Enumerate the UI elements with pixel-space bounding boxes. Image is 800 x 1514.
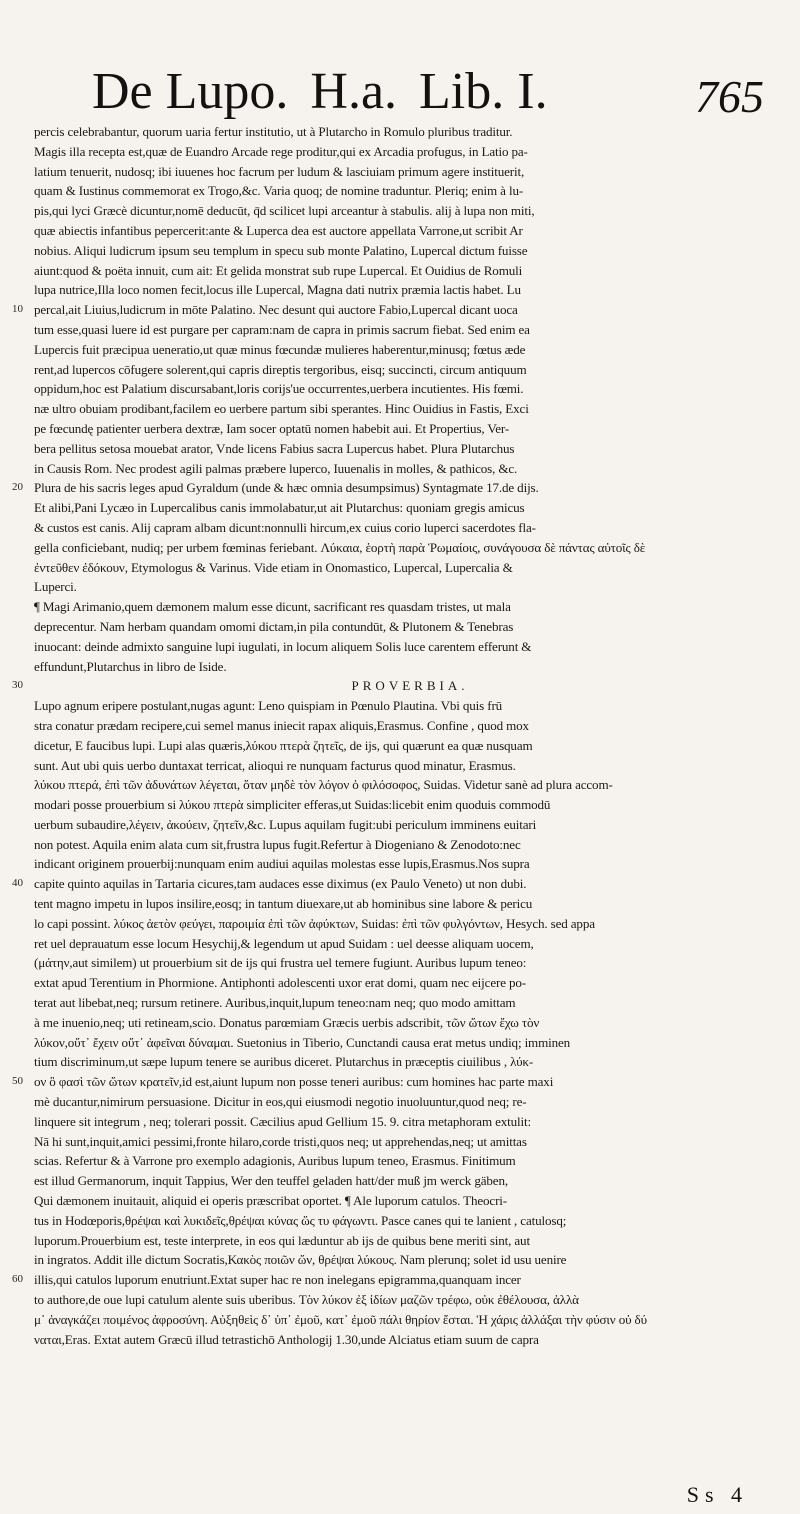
text-line: stra conatur prædam recipere,cui semel manus iniecit rapax aliquis,Erasmus. Confine , quod mox	[34, 717, 529, 733]
text-line: ναται,Eras. Extat autem Græcū illud tetrastichō Anthologij 1.30,unde Alciatus etiam suum de capra	[34, 1331, 539, 1347]
text-line: Plura de his sacris leges apud Gyraldum (unde & hæc omnia desumpsimus) Syntagmate 17.de dijs.	[34, 480, 539, 496]
text-line: nobius. Aliqui ludicrum ipsum seu templum in specu sub monte Palatino, Lupercal dictum fuisse	[34, 242, 528, 258]
book-number: Lib. I.	[419, 63, 548, 120]
text-line: tium discriminum,ut sæpe lupum tenere se auribus diceret. Plutarchus in præceptis ciuilibus , λύκ-	[34, 1054, 534, 1070]
text-line: dicetur, E faucibus lupi. Lupi alas quæris,λύκου πτερὰ ζητεῖς, de ijs, qui quærunt ea quæ nusquam	[34, 737, 533, 753]
text-line: PROVERBIA.	[351, 678, 469, 694]
margin-line-number: 10	[12, 303, 23, 316]
text-line: Magis illa recepta est,quæ de Euandro Arcade rege proditur,qui ex Arcadia profugus, in Latio pa-	[34, 143, 528, 159]
text-line: tum esse,quasi luere id est purgare per capram:nam de capra in primis sacrum fiebat. Sed enim ea	[34, 321, 530, 337]
text-line: tus in Hodœporis,θρέψαι καὶ λυκιδεῖς,θρέψαι κύνας ὥς τυ φάγωντι. Pasce canes qui te lanient , catulosq;	[34, 1212, 567, 1228]
text-line: & custos est canis. Alij capram albam dicunt:nonnulli hircum,ex cuius corio luperci sacerdotes fla-	[34, 519, 536, 535]
text-line: inuocant: deinde admixto sanguine lupi iugulati, in locum aliquem Solis luce carentem efferunt &	[34, 638, 532, 654]
text-line: μ᾿ ἀναγκάζει ποιμένος ἀφροσύνη. Αὐξηθεὶς δ᾿ ὑπ᾿ ἐμοῦ, κατ᾿ ἐμοῦ πάλι θηρίον ἔσται. Ἡ χάρις ἀλλάξαι τὴν φύσιν οὐ δύ	[34, 1311, 647, 1327]
running-head	[92, 63, 692, 120]
text-line: à me inuenio,neq; uti retineam,scio. Donatus parœmiam Græcis uerbis adscribit, τῶν ὤτων ἔχω τὸν	[34, 1014, 540, 1030]
margin-line-number: 30	[12, 679, 23, 692]
text-line: sunt. Aut ubi quis uerbo duntaxat terricat, alioqui re nunquam facturus quod minatur, Erasmus.	[34, 757, 516, 773]
signature-mark: Ss 4	[686, 1482, 748, 1507]
text-line: aiunt:quod & poëta innuit, cum ait: Et gelida monstrat sub rupe Lupercal. Et Ouidius de Romuli	[34, 262, 523, 278]
text-line: est illud Germanorum, inquit Tappius, Wer den teuffel geladen hatt/der muß jm werck gäben,	[34, 1173, 508, 1189]
text-line: ret uel deprauatum esse locum Hesychij,& legendum ut apud Suidam : uel deesse aliquam uocem,	[34, 935, 534, 951]
margin-line-number: 60	[12, 1273, 23, 1286]
text-line: percal,ait Liuius,ludicrum in mōte Palatino. Nec desunt qui auctore Fabio,Lupercal dicant uoca	[34, 302, 518, 318]
main-text-block	[12, 122, 786, 1349]
text-line: scias. Refertur & à Varrone pro exemplo adagionis, Auribus lupum teneo, Erasmus. Finitimum	[34, 1153, 516, 1169]
text-line: gella conficiebant, nudiq; per urbem fœminas feriebant. Λύκαια, ἑορτὴ παρὰ Ῥωμαίοις, συνάγουσα δὲ πάντας αὐτοῖς δὲ	[34, 539, 646, 555]
section-mark: H.a.	[310, 63, 398, 120]
text-line: terat aut libebat,neq; rursum retinere. Auribus,inquit,lupum teneo:nam neq; quo modo amittam	[34, 995, 516, 1011]
text-line: pe fœcundę patienter uerbera dextræ, Iam socer optatū nomen habebit aui. Et Propertius, Ver-	[34, 420, 510, 436]
text-line: effundunt,Plutarchus in libro de Iside.	[34, 658, 227, 674]
text-line: extat apud Terentium in Phormione. Antiphonti adolescenti uxor erat domi, quam nec eijcere po-	[34, 975, 526, 991]
page-number: 765	[695, 71, 764, 122]
text-line: ἐντεῦθεν ἐδόκουν, Etymologus & Varinus. Vide etiam in Onomastico, Lupercal, Lupercalia &	[34, 559, 513, 575]
text-line: Lupercis fuit præcipua ueneratio,ut quæ minus fœcundæ mulieres haberentur,minusq; fœtus æde	[34, 341, 526, 357]
text-line: pis,qui lyci Græcè dicuntur,nomē deducūt, q̄d scilicet lupi arceantur à stabulis. alij à lupa non miti,	[34, 203, 535, 219]
text-line: Lupo agnum eripere postulant,nugas agunt: Leno quispiam in Pœnulo Plautina. Vbi quis frū	[34, 698, 503, 714]
text-line: λύκον,οὔτ᾿ ἔχειν οὔτ᾿ ἀφεῖναι δύναμαι. Suetonius in Tiberio, Cunctandi causa erat metus undiq; imminen	[34, 1034, 571, 1050]
text-line: ον ὃ φασὶ τῶν ὤτων κρατεῖν,id est,aiunt lupum non posse teneri auribus: cum homines hac parte maxi	[34, 1074, 554, 1090]
text-line: bera pellitus setosa mouebat arator, Vnde licens Fabius sacra Lupercus habet. Plura Plutarchus	[34, 440, 515, 456]
text-line: quam & Iustinus commemorat ex Trogo,&c. Varia quoq; de nomine traduntur. Pleriq; enim à lu-	[34, 183, 524, 199]
text-line: to authore,de oue lupi catulum alente suis uberibus. Τὸν λύκον ἐξ ἰδίων μαζῶν τρέφω, οὐκ ἐθέλουσα, ἀλλὰ	[34, 1292, 579, 1308]
text-line: lo capi possint. λύκος ἀετὸν φεύγει, παροιμία ἐπὶ τῶν ἀφύκτων, Suidas: ἐπὶ τῶν φυλγόντων, Hesych. sed appa	[34, 915, 595, 931]
text-line: (μάτην,aut similem) ut prouerbium sit de ijs qui frustra uel temere fugiunt. Auribus lupum teneo:	[34, 955, 527, 971]
text-line: in Causis Rom. Nec prodest agili palmas præbere luperco, Iuuenalis in molles, & pathicos, &c.	[34, 460, 518, 476]
text-line: λύκου πτερά, ἐπὶ τῶν ἀδυνάτων λέγεται, ὅταν μηδὲ τὸν λόγον ὁ φιλόσοφος, Suidas. Videtur sanè ad plura accom-	[34, 777, 613, 793]
text-line: luporum.Prouerbium est, teste interprete, in eos qui læduntur ab ijs de quibus bene meriti sint, aut	[34, 1232, 530, 1248]
page-title: De Lupo.	[92, 63, 289, 120]
text-line: rent,ad lupercos cōfugere solerent,qui capris direptis tergoribus, eisq; succincti, circum antiquum	[34, 361, 527, 377]
text-line: latium tenuerit, nudosq; ibi iuuenes hoc facrum per ludum & lasciuiam primum agere instituerit,	[34, 163, 525, 179]
text-line: Nā hi sunt,inquit,amici pessimi,fronte hilaro,corde tristi,quos neq; ut apprehendas,neq; ut amittas	[34, 1133, 527, 1149]
text-line: linquere sit integrum , neq; tolerari possit. Cæcilius apud Gellium 15. 9. citra metaphoram extulit:	[34, 1113, 532, 1129]
text-line: lupa nutrice,Illa loco nomen fecit,locus ille Lupercal, Magna dati nutrix præmia lactis habet. Lu	[34, 282, 521, 298]
text-line: indicant originem prouerbij:nunquam enim audiui aquilas molestas esse lupis,Erasmus.Nos supra	[34, 856, 530, 872]
text-line: Luperci.	[34, 579, 77, 595]
text-line: in ingratos. Addit ille dictum Socratis,Κακὸς ποιῶν ὤν, θρέψαι λύκους. Nam plerunq; solet id usu uenire	[34, 1252, 567, 1268]
text-line: quæ abiectis infantibus pepercerit:ante & Luperca dea est auctore appellata Varrone,ut scribit Ar	[34, 222, 523, 238]
text-line: uerbum subaudire,λέγειν, ἀκούειν, ζητεῖν,&c. Lupus aquilam fugit:ubi periculum imminens euitari	[34, 816, 537, 832]
text-line: capite quinto aquilas in Tartaria cicures,tam audaces esse diximus (ex Paulo Veneto) ut non dubi.	[34, 876, 527, 892]
text-line: mè ducantur,nimirum persuasione. Dicitur in eos,qui eiusmodi negotio inuoluuntur,quod neq; re-	[34, 1094, 527, 1110]
text-line: næ ultro obuiam prodibant,facilem eo uerbere partum sibi sperantes. Hinc Ouidius in Fastis, Exci	[34, 401, 529, 417]
text-line: deprecentur. Nam herbam quandam omomi dictam,in pila contundūt, & Plutonem & Tenebras	[34, 618, 514, 634]
text-line: illis,qui catulos luporum enutriunt.Extat super hac re non inelegans epigramma,quanquam incer	[34, 1272, 521, 1288]
text-line: percis celebrabantur, quorum uaria fertur institutio, ut à Plutarcho in Romulo pluribus traditur.	[34, 124, 513, 139]
text-line: modari posse prouerbium si λύκου πτερὰ simpliciter efferas,ut Suidas:licebit enim quoduis commodū	[34, 797, 551, 813]
margin-line-number: 50	[12, 1075, 23, 1088]
text-line: ¶ Magi Arimanio,quem dæmonem malum esse dicunt, sacrificant res quasdam tristes, ut mala	[34, 599, 511, 615]
text-line: Qui dæmonem inuitauit, aliquid ei operis præscribat oportet. ¶ Ale luporum catulos. Theocri-	[34, 1193, 507, 1209]
margin-line-number: 40	[12, 877, 23, 890]
text-line: oppidum,hoc est Palatium discursabant,loris corijs'ue occurrentes,uerbera incutientes. His fœmi.	[34, 381, 524, 397]
margin-line-number: 20	[12, 481, 23, 494]
text-line: non potest. Aquila enim alata cum sit,frustra lupus fugit.Refertur à Diogeniano & Zenodoto:nec	[34, 836, 521, 852]
text-line: Et alibi,Pani Lycæo in Lupercalibus canis immolabatur,ut ait Plutarchus: quoniam gregis amicus	[34, 500, 525, 516]
text-line: tent magno impetu in lupos insilire,eosq; in tantum diuexare,ut ab hominibus sine labore & pericu	[34, 896, 533, 912]
